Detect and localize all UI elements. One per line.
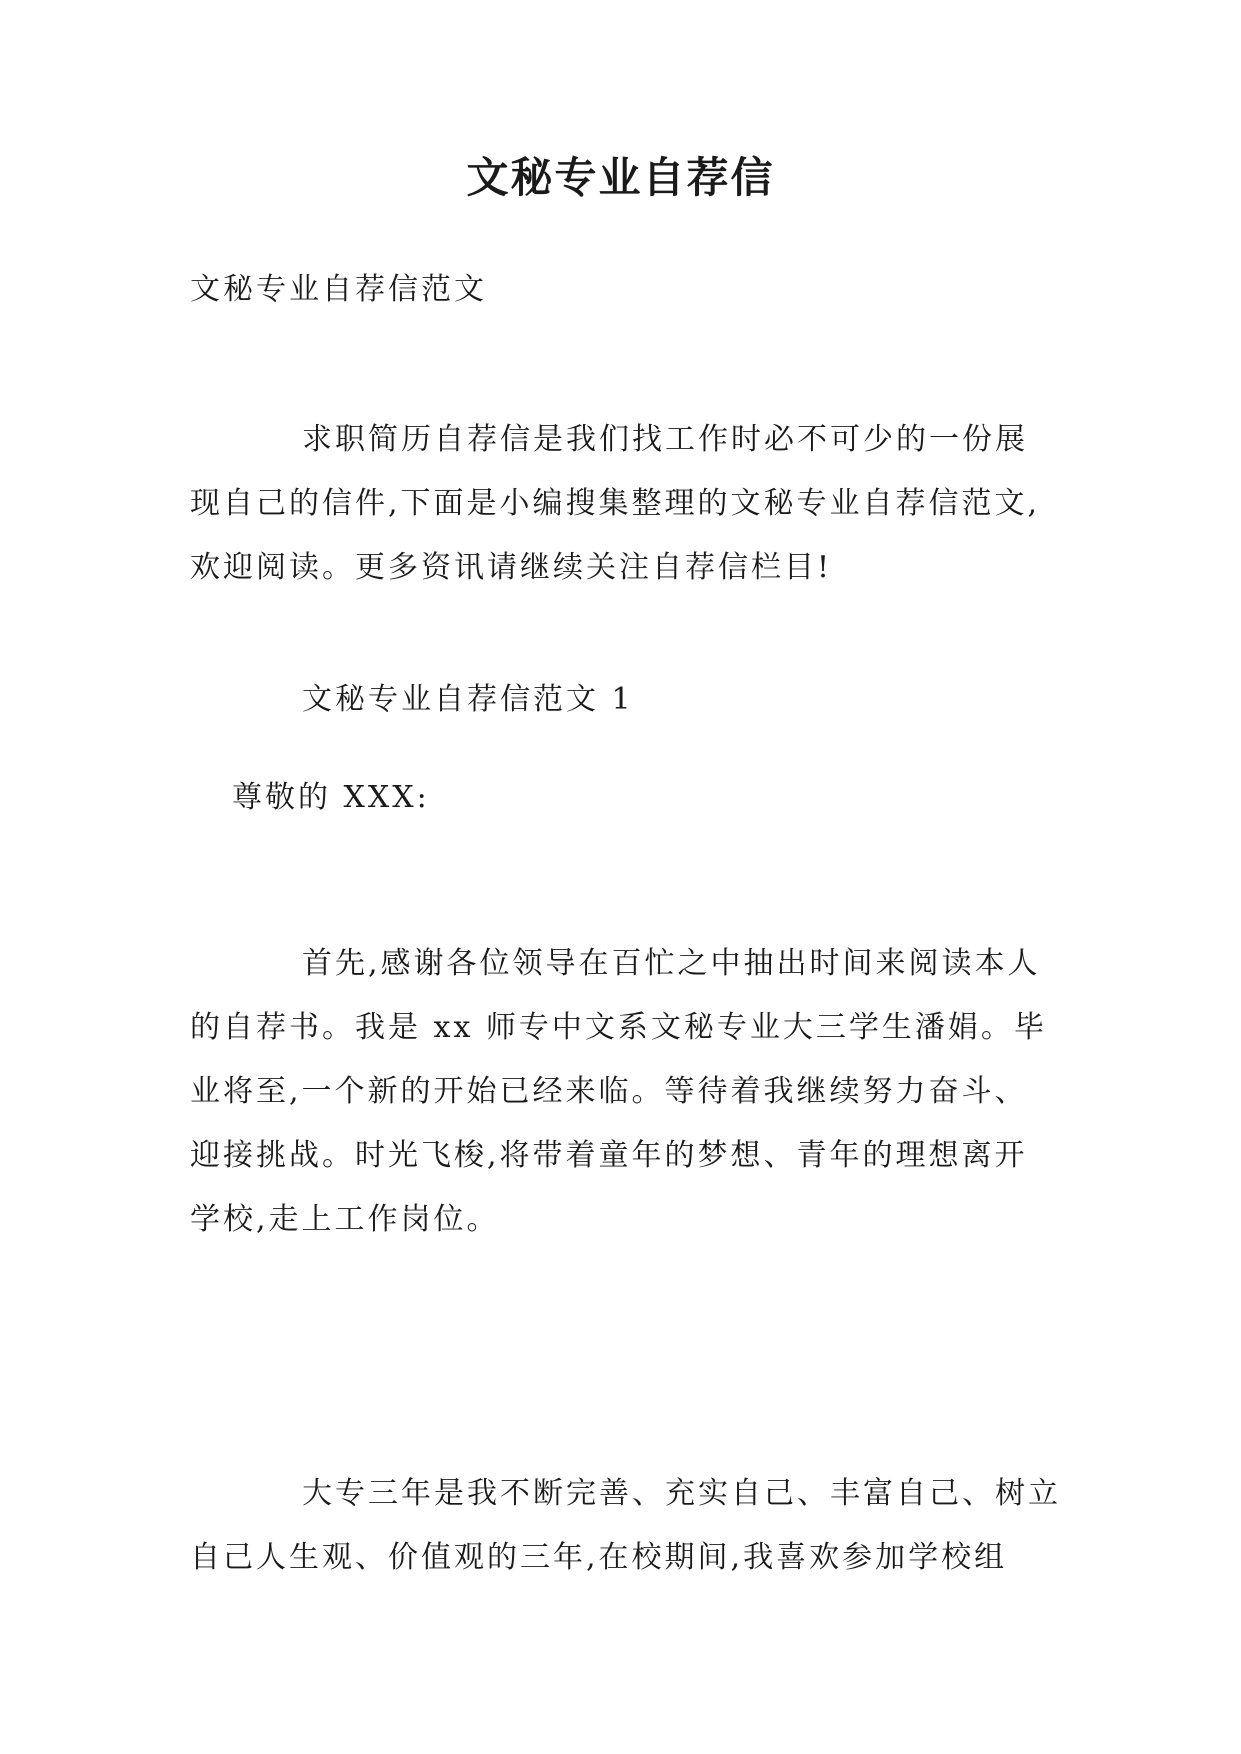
paragraph-1-line: 的自荐书。我是 xx 师专中文系文秘专业大三学生潘娟。毕	[190, 1010, 1047, 1045]
document-title: 文秘专业自荐信	[466, 153, 775, 202]
paragraph-2-line: 大专三年是我不断完善、充实自己、丰富自己、树立	[302, 1476, 1061, 1511]
paragraph-2	[190, 1462, 1060, 1590]
paragraph-2-line: 自己人生观、价值观的三年,在校期间,我喜欢参加学校组	[190, 1540, 1008, 1575]
paragraph-1	[190, 932, 1060, 1252]
document-subtitle: 文秘专业自荐信范文	[190, 272, 487, 307]
paragraph-1-line: 迎接挑战。时光飞梭,将带着童年的梦想、青年的理想离开	[190, 1138, 1028, 1173]
intro-paragraph	[190, 408, 1060, 600]
salutation: 尊敬的 XXX:	[232, 780, 430, 815]
paragraph-1-line: 首先,感谢各位领导在百忙之中抽出时间来阅读本人	[302, 946, 1041, 981]
paragraph-1-line: 业将至,一个新的开始已经来临。等待着我继续努力奋斗、	[190, 1074, 1028, 1109]
intro-line: 现自己的信件,下面是小编搜集整理的文秘专业自荐信范文,	[190, 486, 1041, 521]
intro-line: 求职简历自荐信是我们找工作时必不可少的一份展	[302, 422, 1028, 457]
intro-line: 欢迎阅读。更多资讯请继续关注自荐信栏目!	[190, 550, 833, 585]
paragraph-1-line: 学校,走上工作岗位。	[190, 1202, 500, 1237]
section-heading: 文秘专业自荐信范文 1	[302, 682, 634, 717]
